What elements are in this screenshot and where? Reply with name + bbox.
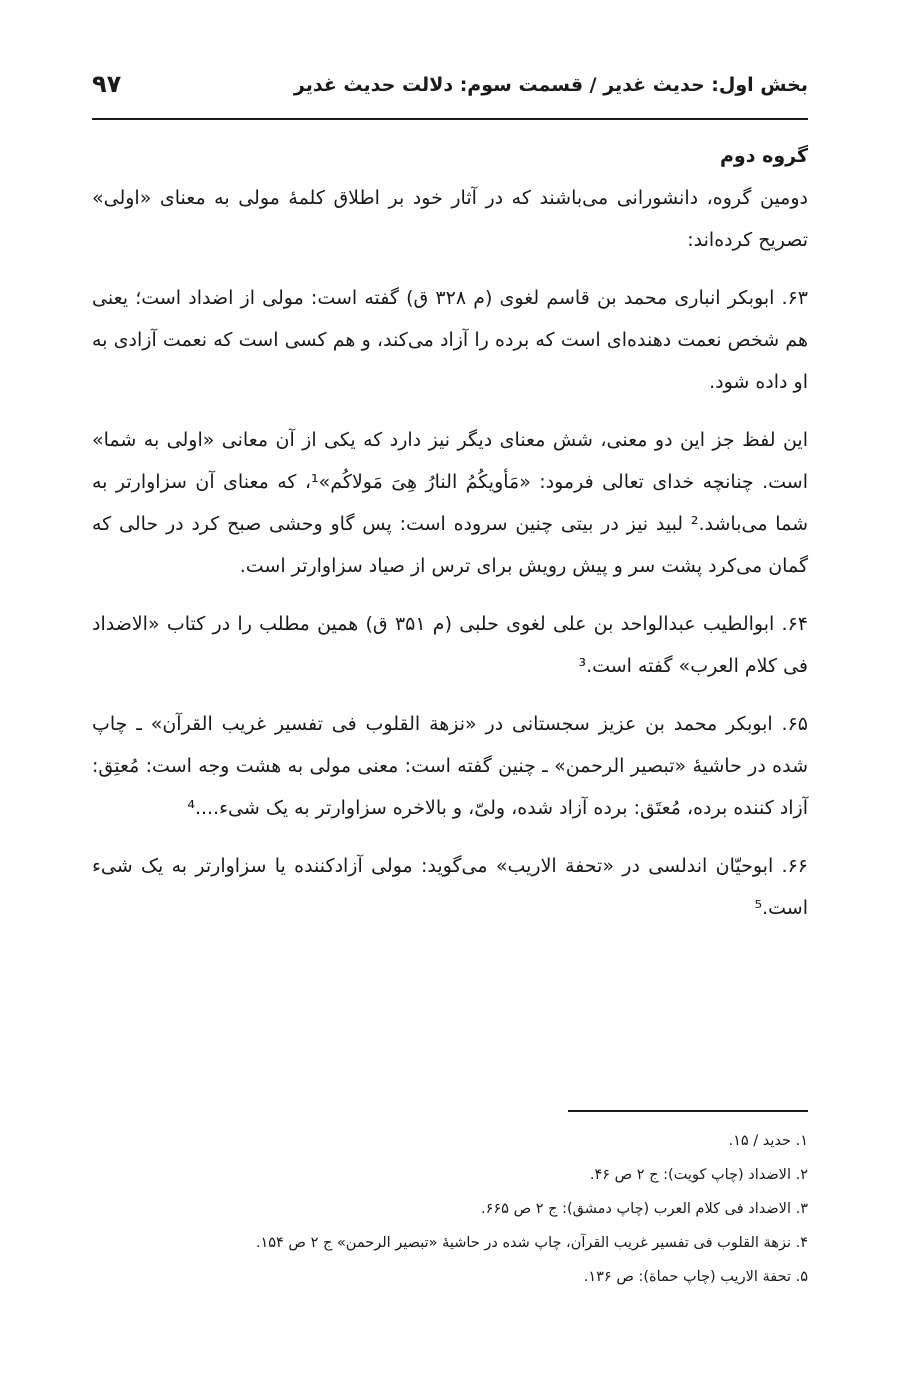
- footnote-divider: [568, 1110, 808, 1112]
- paragraph-65: ۶۵. ابوبکر محمد بن عزیز سجستانی در «نزهة القلوب فی تفسیر غریب القرآن» ـ چاپ شده در حاشیهٔ «تبصیر الرحمن» ـ چنین گفته است: معنی مولی به هشت وجه است: مُعتِق: آزاد کننده برده، مُعتَق: برده آزاد شده، ولیّ، و بالاخره سزاوارتر به یک شیء....⁴: [92, 713, 808, 819]
- paragraph-63: ۶۳. ابوبکر انباری محمد بن قاسم لغوی (م ۳۲۸ ق) گفته است: مولی از اضداد است؛ یعنی هم شخص نعمت دهنده‌ای است که برده را آزاد می‌کند، و هم کسی است که نعمت آزادی به او داده شود.: [92, 287, 809, 393]
- header-title: بخش اول: حدیث غدیر / قسمت سوم: دلالت حدیث غدیر: [293, 74, 808, 96]
- footnote-item: ۳. الاضداد فی کلام العرب (چاپ دمشق): ج ۲ ص ۶۶۵.: [480, 1201, 808, 1217]
- main-text: [92, 145, 808, 945]
- paragraph-64: ۶۴. ابوالطیب عبدالواحد بن علی لغوی حلبی (م ۳۵۱ ق) همین مطلب را در کتاب «الاضداد فی کلام العرب» گفته است.³: [92, 613, 808, 677]
- footnotes-list: [92, 1124, 808, 1294]
- section-heading: گروه دوم: [720, 145, 808, 167]
- footnote-item: ۲. الاضداد (چاپ کویت): ج ۲ ص ۴۶.: [589, 1167, 808, 1183]
- paragraph-66: ۶۶. ابوحیّان اندلسی در «تحفة الاریب» می‌گوید: مولی آزادکننده یا سزاوارتر به یک شیء است.⁵: [92, 855, 808, 919]
- running-header: [92, 70, 808, 120]
- footnote-item: ۴. نزهة القلوب فی تفسیر غریب القرآن، چاپ شده در حاشیهٔ «تبصیر الرحمن» ج ۲ ص ۱۵۴.: [255, 1235, 808, 1251]
- footnote-item: ۱. حدید / ۱۵.: [728, 1133, 808, 1149]
- paragraph-63-continued: این لفظ جز این دو معنی، شش معنای دیگر نیز دارد که یکی از آن معانی «اولی به شما» است. چنانچه خدای تعالی فرمود: «مَأویکُمُ النارُ هِیَ مَولاکُم»¹، که معنای آن سزاوارتر به شما می‌باشد.² لبید نیز در بیتی چنین سروده است: پس گاو وحشی صبح کرد در حالی که گمان می‌کرد پشت سر و پیش رویش برای ترس از صیاد سزاوارتر است.: [92, 429, 808, 577]
- page-number: ۹۷: [92, 70, 122, 98]
- intro-paragraph: دومین گروه، دانشورانی می‌باشند که در آثار خود بر اطلاق کلمهٔ مولی به معنای «اولی» تصریح کرده‌اند:: [92, 187, 808, 251]
- footnote-item: ۵. تحفة الاریب (چاپ حماة): ص ۱۳۶.: [583, 1269, 808, 1285]
